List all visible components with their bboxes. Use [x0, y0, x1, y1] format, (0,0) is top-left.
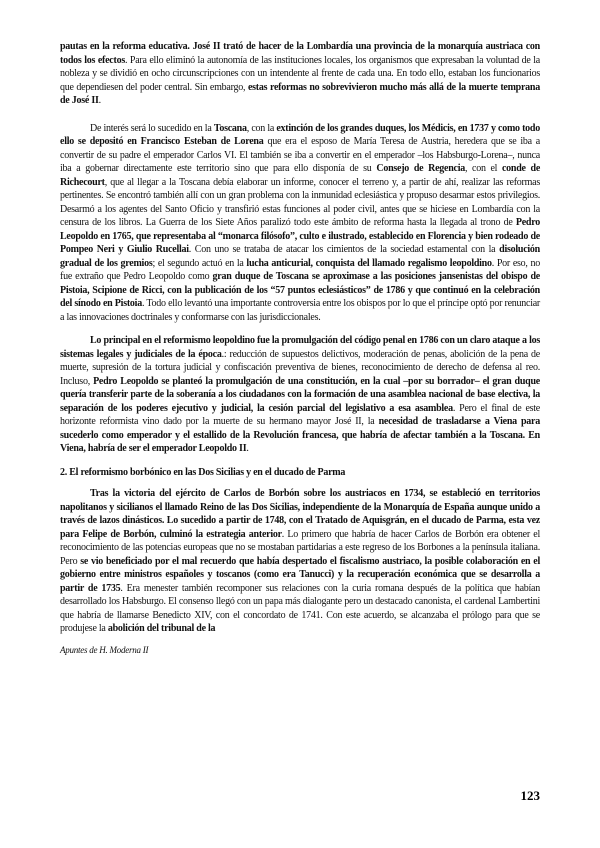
bold-text-run: Pedro Leopoldo se planteó la promulgación de una constitución, en la cual –por su borrador– el gran duque quería transferir parte de la soberanía a los ciudadanos con la formación de una asamblea nacional de base electiva, la separación de los poderes ejecutivo y judicial, la cesión parcial del legislativo a esa asamblea [60, 375, 540, 414]
bold-text-run: Lo principal en el reformismo leopoldino fue la promulgación del código penal en 1786 con un claro ataque a los sistemas legales y judiciales de la época [60, 335, 540, 360]
bold-text-run: conde de Richecourt [60, 163, 541, 188]
text-run: . [246, 443, 249, 454]
bold-text-run: estas reformas no sobrevivieron mucho más allá de la muerte temprana de José II [60, 81, 540, 106]
text-run: , con la [246, 122, 277, 134]
page-body [60, 40, 540, 657]
bold-text-run: se vio beneficiado por el mal recuerdo que había despertado el fiscalismo austriaco, la posible colaboración en el gobierno entre ministros españoles y toscanos (como era Tanucci) y la recuperación económica que se desarrolla a partir de 1735 [60, 555, 540, 594]
bold-text-run: Pedro Leopoldo en 1765, que representaba al “monarca filósofo”, culto e ilustrado, establecido en Florencia y bien rodeado de Pompeo Neri y Giulio Rucellai [60, 217, 540, 255]
text-run: .: reducción de supuestos delictivos, moderación de penas, abolición de la pena de muerte, supresión de la tortura judicial y confiscación preventiva de bienes, reconocimiento de derecho de defensa al reo. Incluso, [60, 348, 540, 387]
bold-text-run: necesidad de trasladarse a Viena para sucederlo como emperador y el estallido de la Revolución francesa, que habría de afectar también a la Toscana. En Viena, habría de ser el emperador Leopoldo II [60, 416, 540, 454]
bold-text-run: disolución gradual de los gremios [60, 244, 540, 269]
paragraph-1 [60, 40, 540, 108]
bold-text-run: abolición del tribunal de la [107, 623, 216, 634]
bold-text-run: Tras la victoria del ejército de Carlos de Borbón sobre los austriacos en 1734, se estableció en territorios napolitanos y sicilianos el llamado Reino de las Dos Sicilias, independiente de la Monarquía de España aunque unido a través de lazos dinásticos. Lo sucedido a partir de 1748, con el Tratado de Aquisgrán, en el ducado de Parma, esta vez para Felipe de Borbón, culminó la estrategia anterior [60, 488, 540, 540]
footer-note: Apuntes de H. Moderna II [60, 644, 149, 655]
text-run: . Era menester también recomponer sus relaciones con la curia romana después de la política que habían desarrollado los Habsburgo. El consenso llegó con un papa más dialogante pero un destacado canonista, el cardenal Lambertini que habría de llamarse Benedicto XIV, con el concordato de 1741. Con este acuerdo, se alcanzaba el prólogo para que se produjese la [60, 582, 540, 634]
bold-text-run: Consejo de Regencia [376, 163, 465, 174]
page-number: 123 [520, 788, 540, 803]
text-run: . Lo primero que habría de hacer Carlos de Borbón era obtener el reconocimiento de las potencias europeas que no se mostaban partidarias a este regreso de los Borbones a la península italiana. Pero [60, 528, 540, 567]
paragraph-4 [60, 487, 540, 636]
paragraph-2 [60, 122, 540, 325]
text-run: . Con uno se trataba de atacar los cimientos de la sociedad estamental con la [188, 244, 500, 255]
text-run: que era el esposo de María Teresa de Austria, heredera que se iba a convertir de su padre el emperador Carlos VI. El también se iba a convertir en el emperador –los Habsburgo-Lorena–, nunca iba a gobernar directamente este territorio sino que para ello disponía de su [60, 136, 540, 174]
text-run: De interés será lo sucedido en la [90, 122, 214, 134]
bold-text-run: gran duque de Toscana se aproximase a las posiciones jansenistas del obispo de Pistoia, Scipione de Ricci, con la publicación de los “57 puntos eclesiásticos” de 1786 y que continuó en la celebración del sínodo en Pistoia [60, 271, 540, 309]
text-run: . Para ello eliminó la autonomía de las instituciones locales, los organismos que expresaban la voluntad de la nobleza y se dividió en ocho circunscripciones con un intendente al frente de cada una. En todo ello, estaban los funcionarios que dependiesen del poder central. Sin embargo, [60, 54, 540, 93]
text-run: . [98, 95, 101, 106]
paragraph-3 [60, 334, 540, 456]
bold-text-run: lucha anticurial, conquista del llamado regalismo leopoldino [246, 257, 492, 269]
text-run: . Todo ello levantó una importante controversia entre los obispos por lo que el príncipe optó por renunciar a las innovaciones doctrinales y conformarse con las jurisdiccionales. [60, 298, 540, 323]
text-run: , con el [464, 163, 502, 174]
text-run: . Pero el final de este horizonte reformista vino dado por la muerte de su hermano mayor José II, la [60, 402, 541, 427]
bold-text-run: pautas en la reforma educativa. José II trató de hacer de la Lombardía una provincia de la monarquía austriaca con todos los efectos [60, 41, 540, 66]
text-run: . Por eso, no fue extraño que Pedro Leopoldo como [60, 257, 540, 282]
bold-text-run: extinción de los grandes duques, los Médicis, en 1737 y como todo ello se depositó en Francisco Esteban de Lorena [60, 122, 540, 147]
section-heading: 2. El reformismo borbónico en las Dos Sicilias y en el ducado de Parma [60, 466, 346, 478]
text-run: , que al llegar a la Toscana debía elaborar un informe, conocer el terreno y, a partir de ahí, realizar las reformas pertinentes. Se encontró también allí con un gran problema con la inmunidad eclesiástica y propuso desarmar estos privilegios. Desarmó a los agentes del Santo Oficio y transfirió estas funciones al poder civil, antes que se hiciese en Lombardía con la censura de los libros. La Guerra de los Siete Años paralizó todo este ámbito de reforma hasta la llegada al trono de [60, 176, 540, 228]
text-run: ; el segundo actuó en la [152, 257, 247, 269]
bold-text-run: Toscana [213, 122, 247, 134]
